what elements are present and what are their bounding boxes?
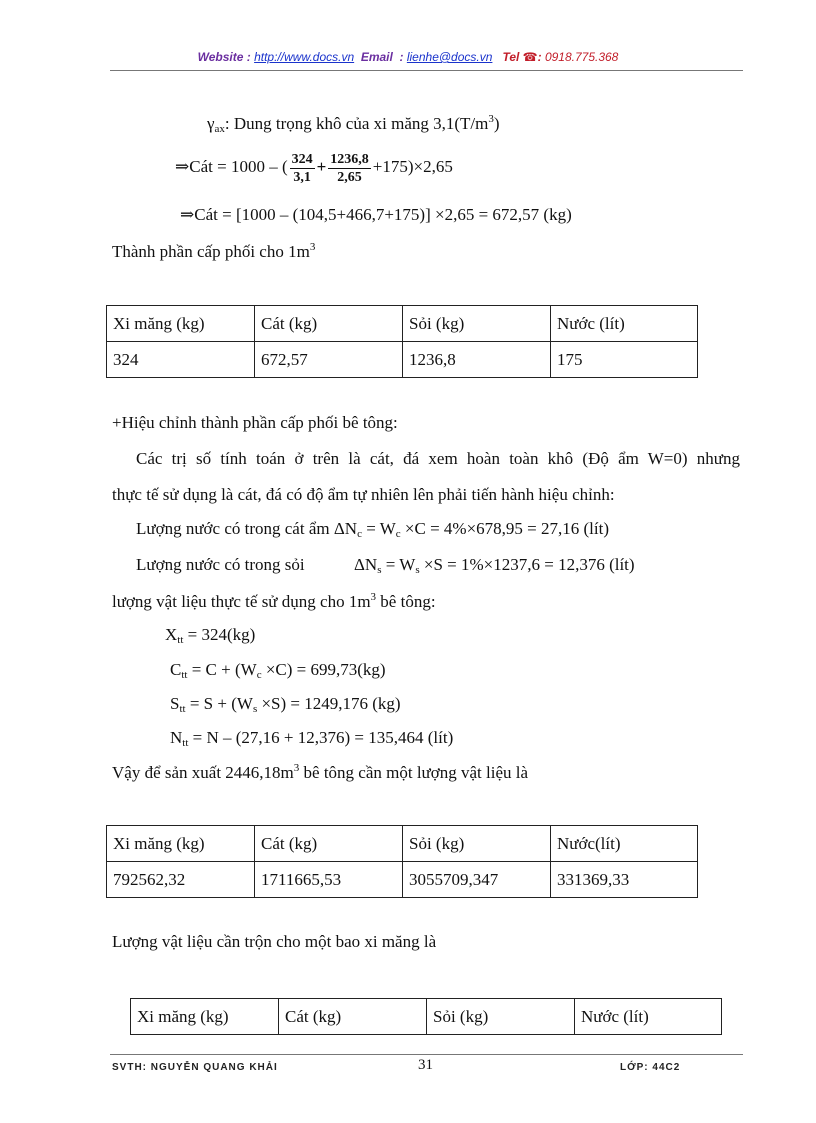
table-header-cell: Sỏi (kg) bbox=[403, 826, 551, 862]
table-row bbox=[107, 862, 698, 898]
table-cell: 792562,32 bbox=[107, 862, 255, 898]
produce-label-text: Vậy để sản xuất 2446,18m bbox=[112, 763, 294, 782]
water-in-gravel-label: Lượng nước có trong sỏi bbox=[136, 555, 305, 574]
water-in-sand bbox=[136, 519, 609, 540]
n-tt-formula bbox=[170, 728, 453, 749]
water-sand-sub: c bbox=[357, 528, 362, 540]
table-cell: 324 bbox=[107, 342, 255, 378]
c-var: C bbox=[170, 660, 182, 679]
tel-value: 0918.775.368 bbox=[544, 50, 619, 64]
per-bag-label: Lượng vật liệu cần trộn cho một bao xi măng là bbox=[112, 932, 437, 951]
x-expr: = 324(kg) bbox=[183, 625, 256, 644]
water-gravel-sub: s bbox=[377, 564, 382, 576]
table-cell: 331369,33 bbox=[551, 862, 698, 898]
email-link[interactable]: lienhe@docs.vn bbox=[406, 50, 493, 64]
footer-divider bbox=[110, 1054, 743, 1055]
eq1-fraction-cement bbox=[290, 151, 315, 186]
water-sand-sub2: c bbox=[395, 528, 401, 540]
table-header-cell: Sỏi (kg) bbox=[403, 306, 551, 342]
tel-label: Tel ☎: bbox=[502, 50, 542, 64]
eq1-plus: + bbox=[316, 157, 327, 176]
production-label bbox=[112, 762, 528, 783]
mix-table-total bbox=[106, 825, 698, 898]
website-link[interactable]: http://www.docs.vn bbox=[254, 50, 355, 64]
water-in-gravel-formula bbox=[354, 555, 635, 576]
eq1-frac2-denominator: 2,65 bbox=[337, 169, 362, 185]
x-sub: tt bbox=[177, 634, 184, 646]
s-var: S bbox=[170, 694, 180, 713]
table-cell: 175 bbox=[551, 342, 698, 378]
table-header-row bbox=[107, 826, 698, 862]
table-header-cell: Cát (kg) bbox=[279, 999, 427, 1035]
table-header-cell: Xi măng (kg) bbox=[107, 826, 255, 862]
s-expr-b: ×S) = 1249,176 (kg) bbox=[257, 694, 401, 713]
water-sand-label: Lượng nước có trong cát ẩm ΔN bbox=[136, 519, 358, 538]
produce-tail: bê tông cần một lượng vật liệu là bbox=[299, 763, 529, 782]
table-header-cell: Nước (lít) bbox=[551, 306, 698, 342]
water-sand-mid: = W bbox=[361, 519, 396, 538]
sand-equation-1 bbox=[175, 147, 453, 187]
gamma-definition bbox=[207, 113, 500, 135]
table-header-cell: Nước (lít) bbox=[575, 999, 722, 1035]
page-number: 31 bbox=[418, 1057, 433, 1073]
n-var: N bbox=[170, 728, 183, 747]
gamma-subscript: ax bbox=[214, 123, 225, 135]
table-header-cell: Xi măng (kg) bbox=[107, 306, 255, 342]
s-tt-formula bbox=[170, 694, 401, 715]
table-cell: 672,57 bbox=[255, 342, 403, 378]
x-tt-formula bbox=[165, 625, 255, 646]
header-divider bbox=[110, 70, 743, 71]
table-header-cell: Cát (kg) bbox=[255, 306, 403, 342]
n-expr: = N – (27,16 + 12,376) = 135,464 (lít) bbox=[188, 728, 454, 747]
n-sub: tt bbox=[182, 737, 189, 749]
paragraph-line-2: thực tế sử dụng là cát, đá có độ ẩm tự nhiên lên phải tiến hành hiệu chỉnh: bbox=[112, 485, 615, 504]
table-cell: 1236,8 bbox=[403, 342, 551, 378]
gamma-unit-superscript: 3 bbox=[488, 113, 494, 125]
x-var: X bbox=[165, 625, 178, 644]
mix-title bbox=[112, 241, 315, 262]
water-sand-expr: ×C = 4%×678,95 = 27,16 (lít) bbox=[400, 519, 610, 538]
eq1-prefix: ⇒Cát = 1000 – ( bbox=[175, 157, 288, 176]
mix-title-text: Thành phần cấp phối cho 1m bbox=[112, 242, 310, 261]
email-label: Email bbox=[360, 50, 393, 64]
actual-label-text: lượng vật liệu thực tế sử dụng cho 1m bbox=[112, 592, 371, 611]
footer-author: SVTH: NGUYỄN QUANG KHẢI bbox=[112, 1062, 278, 1073]
gamma-symbol: γ bbox=[207, 114, 215, 133]
actual-label-sup: 3 bbox=[370, 591, 377, 603]
actual-materials-label bbox=[112, 591, 436, 612]
s-expr-sub: s bbox=[252, 703, 258, 715]
table-header-cell: Nước(lít) bbox=[551, 826, 698, 862]
mix-title-superscript: 3 bbox=[309, 241, 316, 253]
table-header-cell: Xi măng (kg) bbox=[131, 999, 279, 1035]
gamma-close: ) bbox=[493, 114, 500, 133]
c-expr-sub: c bbox=[256, 669, 262, 681]
footer-class: LỚP: 44C2 bbox=[620, 1062, 681, 1073]
website-label: Website : bbox=[197, 50, 251, 64]
sand-equation-2: ⇒Cát = [1000 – (104,5+466,7+175)] ×2,65 = 672,57 (kg) bbox=[180, 205, 572, 224]
c-sub: tt bbox=[181, 669, 188, 681]
water-gravel-expr: ×S = 1%×1237,6 = 12,376 (lít) bbox=[419, 555, 635, 574]
table-header-cell: Cát (kg) bbox=[255, 826, 403, 862]
water-gravel-mid: = W bbox=[381, 555, 416, 574]
adjust-title: +Hiệu chỉnh thành phần cấp phối bê tông: bbox=[112, 413, 398, 432]
c-tt-formula bbox=[170, 660, 386, 681]
c-expr-b: ×C) = 699,73(kg) bbox=[261, 660, 386, 679]
gamma-description: : Dung trọng khô của xi măng 3,1(T/m bbox=[224, 114, 489, 133]
table-header-row bbox=[131, 999, 722, 1035]
eq1-fraction-gravel bbox=[328, 151, 371, 186]
eq1-frac2-numerator: 1236,8 bbox=[330, 151, 369, 167]
table-header-row bbox=[107, 306, 698, 342]
paragraph-line-1: Các trị số tính toán ở trên là cát, đá xem hoàn toàn khô (Độ ẩm W=0) nhưng bbox=[136, 449, 740, 468]
page-header bbox=[0, 50, 816, 64]
actual-label-tail: bê tông: bbox=[376, 592, 436, 611]
email-separator: : bbox=[399, 50, 404, 64]
table-header-cell: Sỏi (kg) bbox=[427, 999, 575, 1035]
eq1-frac1-denominator: 3,1 bbox=[293, 169, 311, 185]
mix-table-1m3 bbox=[106, 305, 698, 378]
table-cell: 3055709,347 bbox=[403, 862, 551, 898]
s-expr-a: = S + (W bbox=[185, 694, 253, 713]
c-expr-a: = C + (W bbox=[187, 660, 257, 679]
table-cell: 1711665,53 bbox=[255, 862, 403, 898]
table-row bbox=[107, 342, 698, 378]
mix-table-per-bag bbox=[130, 998, 722, 1035]
water-gravel-sub2: s bbox=[415, 564, 420, 576]
s-sub: tt bbox=[179, 703, 186, 715]
eq1-tail: +175)×2,65 bbox=[372, 157, 453, 176]
eq1-frac1-numerator: 324 bbox=[291, 151, 313, 167]
produce-sup: 3 bbox=[293, 762, 300, 774]
water-gravel-dn: ΔN bbox=[354, 555, 378, 574]
